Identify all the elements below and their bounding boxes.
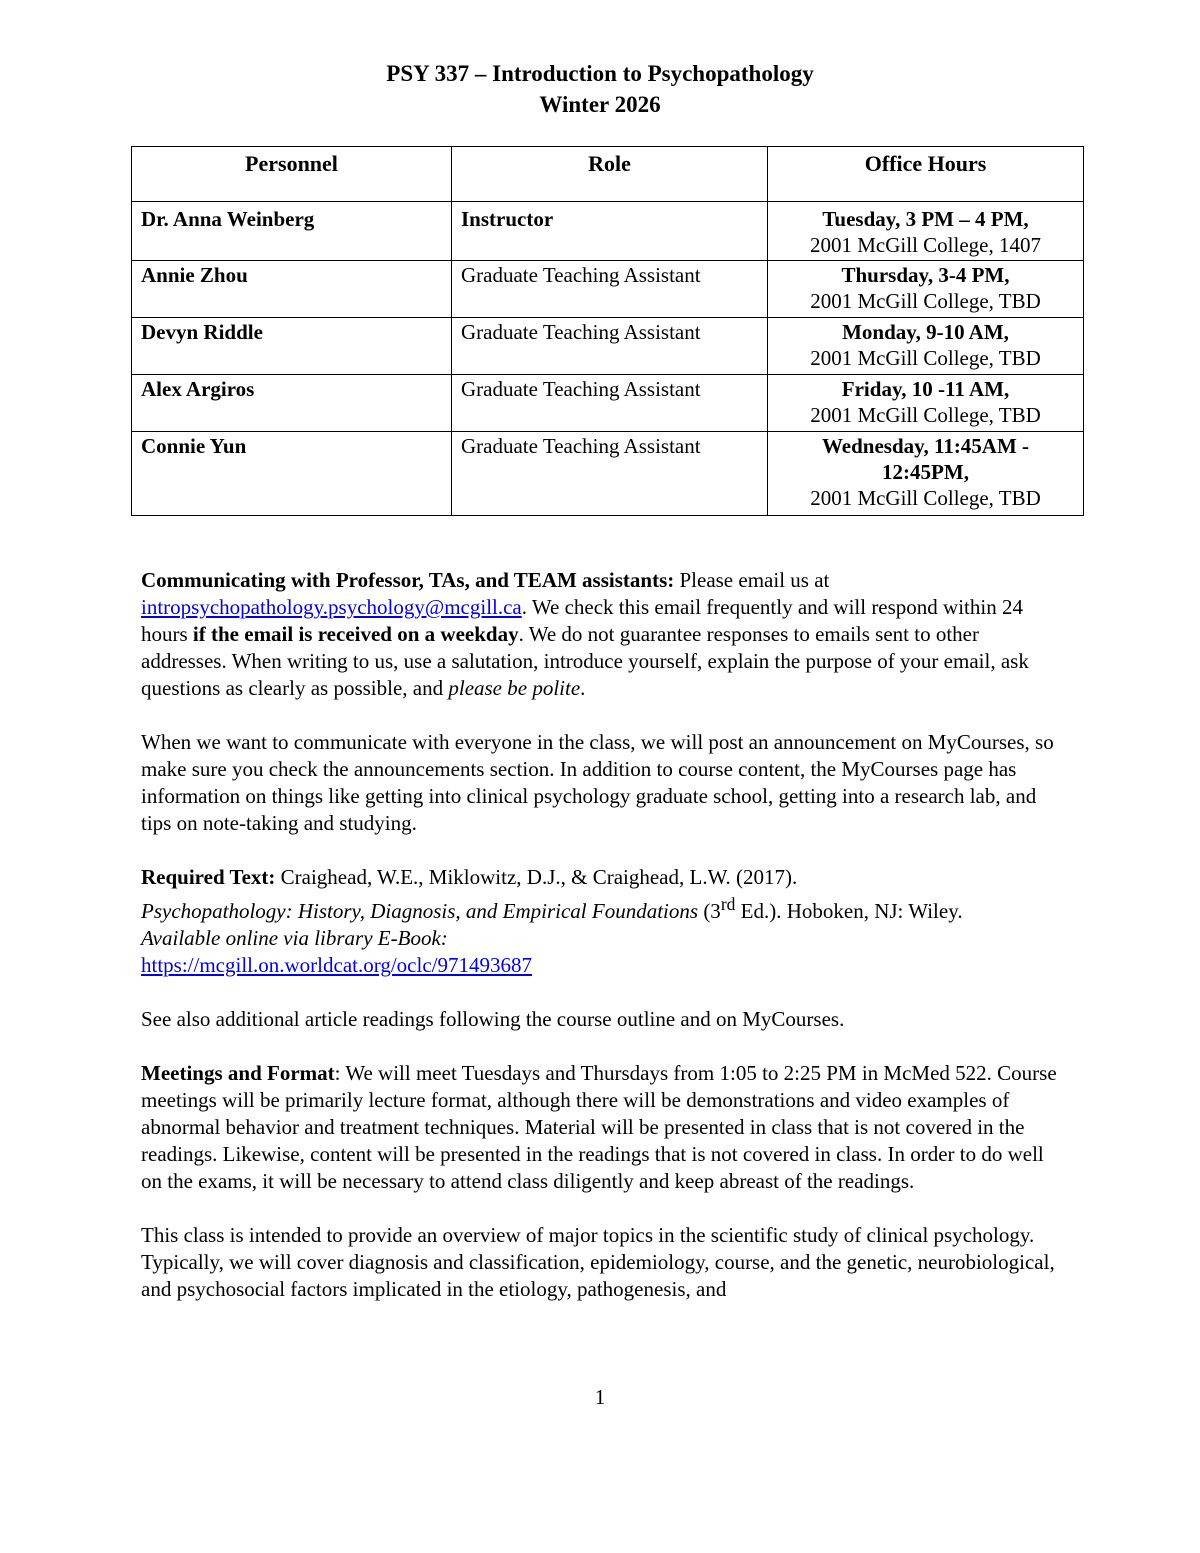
page-number: 1: [594, 1385, 606, 1409]
edition-close: Ed.). Hoboken, NJ: Wiley.: [735, 899, 963, 923]
personnel-table: [131, 146, 1084, 516]
course-term: Winter 2026: [539, 92, 661, 117]
communicating-text-4: .: [580, 676, 586, 700]
polite-emphasis: please be polite: [448, 676, 581, 700]
personnel-name: Alex Argiros: [132, 375, 452, 432]
ebook-availability: Available online via library E-Book:: [141, 926, 448, 950]
personnel-role: Graduate Teaching Assistant: [452, 261, 768, 318]
office-hours-time: Wednesday, 11:45AM - 12:45PM,: [821, 434, 1030, 484]
office-hours-time: Thursday, 3-4 PM,: [841, 263, 1010, 287]
required-text-paragraph: [141, 864, 1066, 979]
office-hours-cell: [768, 375, 1084, 432]
citation-authors: Craighead, W.E., Miklowitz, D.J., & Craighead, L.W. (2017).: [275, 865, 798, 889]
office-hours-cell: [768, 261, 1084, 318]
syllabus-body: [141, 567, 1066, 1330]
table-row: [132, 318, 1084, 375]
personnel-name: Dr. Anna Weinberg: [132, 202, 452, 261]
office-hours-location: 2001 McGill College, TBD: [810, 346, 1041, 370]
table-header-row: [132, 147, 1084, 202]
required-text-heading: Required Text:: [141, 865, 276, 889]
overview-paragraph: This class is intended to provide an overview of major topics in the scientific study of clinical psychology. Typically, we will cover diagnosis and classification, epidemiology, course, and the genetic, neurobiological, and psychosocial factors implicated in the etiology, pathogenesis, and: [141, 1223, 1055, 1301]
column-header-role: Role: [452, 147, 768, 202]
meetings-text: : We will meet Tuesdays and Thursdays from 1:05 to 2:25 PM in McMed 522. Course meetings will be primarily lecture format, although there will be demonstrations and video examples of abnormal behavior and treatment techniques. Material will be presented in class that is not covered in the readings. Likewise, content will be presented in the readings that is not covered in class. In order to do well on the exams, it will be necessary to attend class diligently and keep abreast of the readings.: [141, 1061, 1057, 1193]
communicating-text-2: . We check this email frequently and will respond within 24 hours: [141, 595, 1023, 646]
ebook-link[interactable]: https://mcgill.on.worldcat.org/oclc/971493687: [141, 953, 532, 977]
see-also-paragraph: See also additional article readings following the course outline and on MyCourses.: [141, 1007, 845, 1031]
course-email-link[interactable]: intropsychopathology.psychology@mcgill.ca: [141, 595, 522, 619]
personnel-role: Graduate Teaching Assistant: [452, 432, 768, 516]
personnel-role: Graduate Teaching Assistant: [452, 318, 768, 375]
office-hours-time: Friday, 10 -11 AM,: [841, 377, 1010, 401]
table-row: [132, 261, 1084, 318]
office-hours-cell: [768, 318, 1084, 375]
office-hours-location: 2001 McGill College, 1407: [810, 233, 1041, 257]
meetings-heading: Meetings and Format: [141, 1061, 335, 1085]
office-hours-time: Tuesday, 3 PM – 4 PM,: [822, 207, 1029, 231]
communicating-text-3: . We do not guarantee responses to emails sent to other addresses. When writing to us, use a salutation, introduce yourself, explain the purpose of your email, ask questions as clearly as possible, and: [141, 622, 1029, 700]
edition-superscript: rd: [720, 894, 736, 914]
table-row: [132, 432, 1084, 516]
book-title: Psychopathology: History, Diagnosis, and Empirical Foundations: [141, 899, 699, 923]
edition-open: (3: [698, 899, 721, 923]
office-hours-location: 2001 McGill College, TBD: [810, 289, 1041, 313]
personnel-role: Graduate Teaching Assistant: [452, 375, 768, 432]
office-hours-location: 2001 McGill College, TBD: [810, 403, 1041, 427]
table-row: [132, 202, 1084, 261]
meetings-paragraph: [141, 1060, 1066, 1195]
personnel-name: Devyn Riddle: [132, 318, 452, 375]
communicating-text-1: Please email us at: [674, 568, 830, 592]
personnel-role: Instructor: [452, 202, 768, 261]
personnel-name: Connie Yun: [132, 432, 452, 516]
document-title-block: [0, 58, 1200, 120]
course-title: PSY 337 – Introduction to Psychopathology: [386, 61, 814, 86]
communicating-heading: Communicating with Professor, TAs, and TEAM assistants:: [141, 568, 675, 592]
office-hours-time: Monday, 9-10 AM,: [842, 320, 1009, 344]
communicating-paragraph: [141, 567, 1066, 702]
office-hours-cell: [768, 202, 1084, 261]
table-row: [132, 375, 1084, 432]
personnel-name: Annie Zhou: [132, 261, 452, 318]
announcements-paragraph: When we want to communicate with everyone in the class, we will post an announcement on MyCourses, so make sure you check the announcements section. In addition to course content, the MyCourses page has information on things like getting into clinical psychology graduate school, getting into a research lab, and tips on note-taking and studying.: [141, 730, 1054, 835]
office-hours-location: 2001 McGill College, TBD: [810, 486, 1041, 510]
column-header-office-hours: Office Hours: [768, 147, 1084, 202]
office-hours-cell: [768, 432, 1084, 516]
column-header-personnel: Personnel: [132, 147, 452, 202]
weekday-emphasis: if the email is received on a weekday: [192, 622, 519, 646]
